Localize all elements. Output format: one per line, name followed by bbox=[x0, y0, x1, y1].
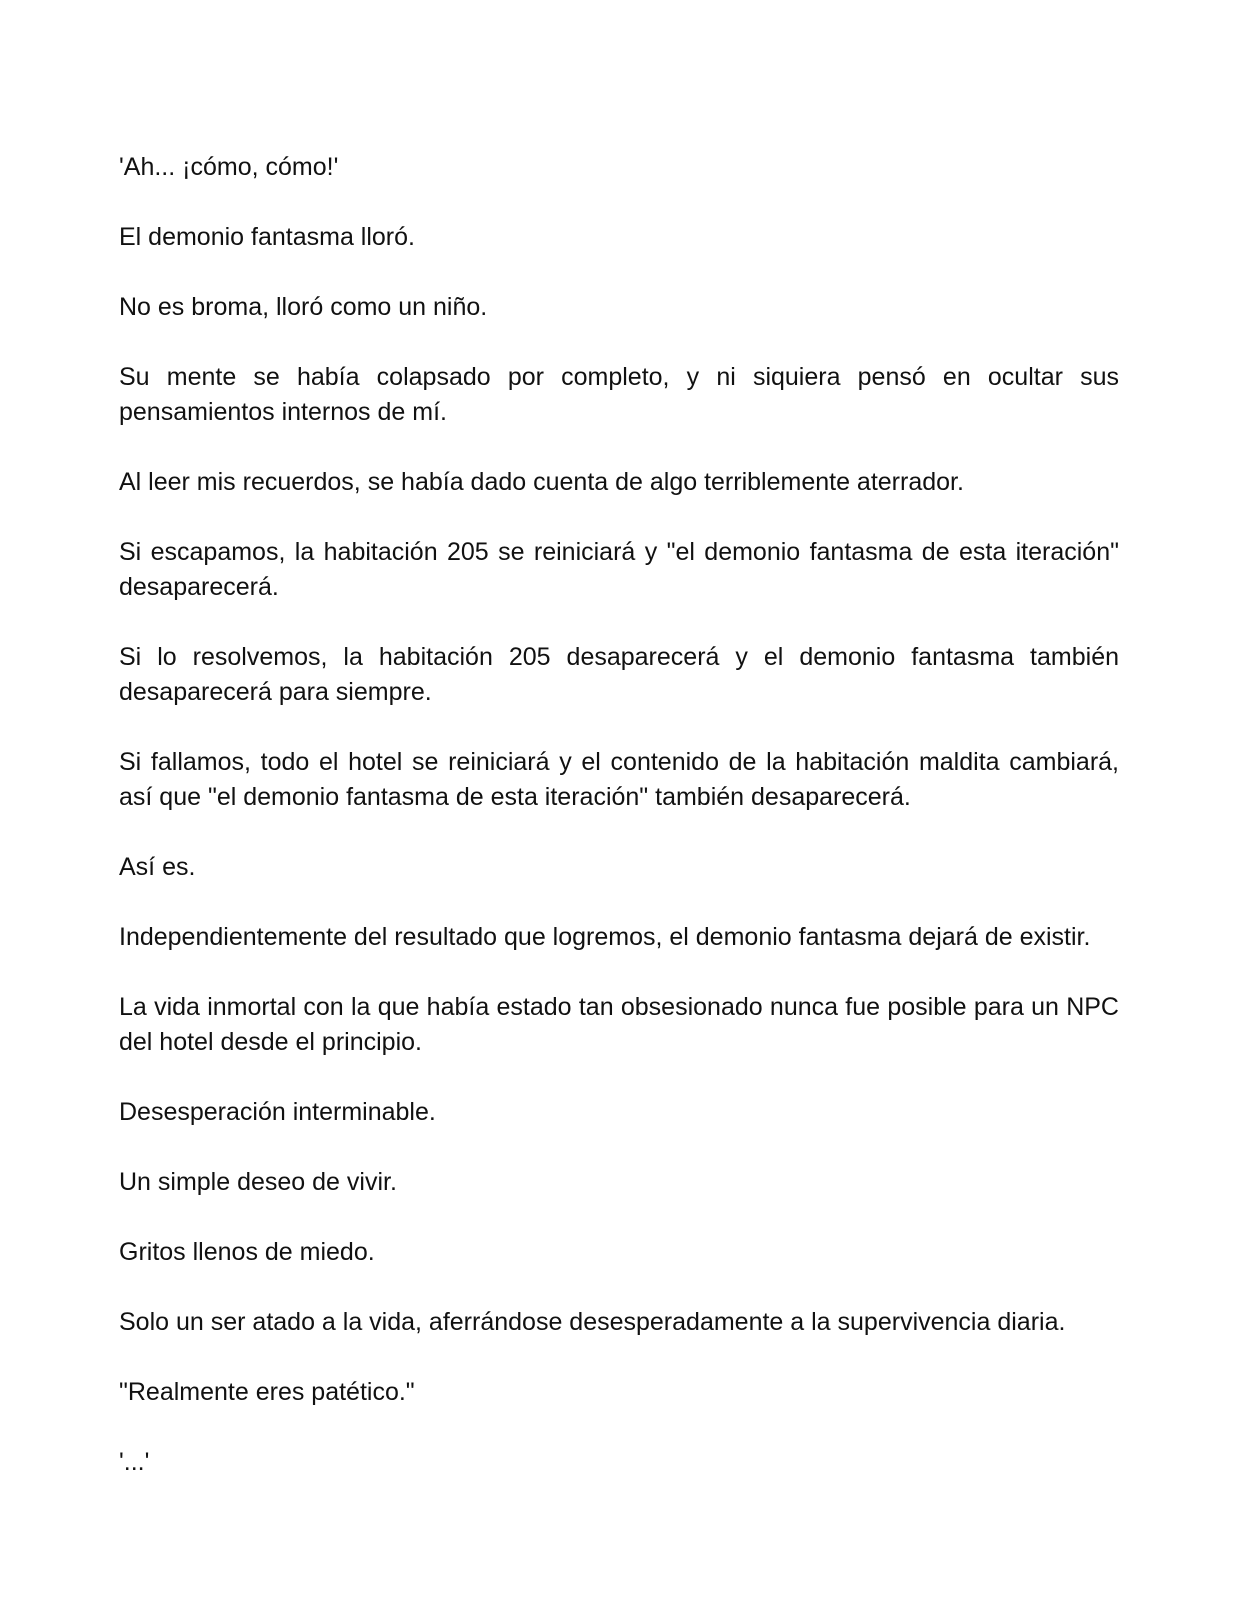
paragraph: Gritos llenos de miedo. bbox=[119, 1238, 375, 1266]
paragraph: Al leer mis recuerdos, se había dado cuenta de algo terriblemente aterrador. bbox=[119, 468, 964, 496]
paragraph: "Realmente eres patético." bbox=[119, 1378, 415, 1406]
paragraph: Desesperación interminable. bbox=[119, 1098, 436, 1126]
paragraph: Solo un ser atado a la vida, aferrándose desesperadamente a la supervivencia diaria. bbox=[119, 1308, 1066, 1336]
paragraph: Si escapamos, la habitación 205 se reiniciará y "el demonio fantasma de esta iteración" desaparecerá. bbox=[119, 538, 1119, 601]
paragraph: Si fallamos, todo el hotel se reiniciará y el contenido de la habitación maldita cambiará, así que "el demonio fantasma de esta iteración" también desaparecerá. bbox=[119, 748, 1119, 811]
paragraph: No es broma, lloró como un niño. bbox=[119, 293, 488, 321]
paragraph: El demonio fantasma lloró. bbox=[119, 223, 415, 251]
paragraph: Así es. bbox=[119, 853, 196, 881]
paragraph: Independientemente del resultado que logremos, el demonio fantasma dejará de existir. bbox=[119, 923, 1091, 951]
paragraph: La vida inmortal con la que había estado tan obsesionado nunca fue posible para un NPC del hotel desde el principio. bbox=[119, 993, 1119, 1056]
paragraph: '...' bbox=[119, 1448, 150, 1476]
paragraph: Un simple deseo de vivir. bbox=[119, 1168, 397, 1196]
paragraph: Si lo resolvemos, la habitación 205 desaparecerá y el demonio fantasma también desaparecerá para siempre. bbox=[119, 643, 1119, 706]
paragraph: Su mente se había colapsado por completo, y ni siquiera pensó en ocultar sus pensamientos internos de mí. bbox=[119, 363, 1119, 426]
paragraph: 'Ah... ¡cómo, cómo!' bbox=[119, 153, 339, 181]
document-body bbox=[119, 150, 1119, 1515]
